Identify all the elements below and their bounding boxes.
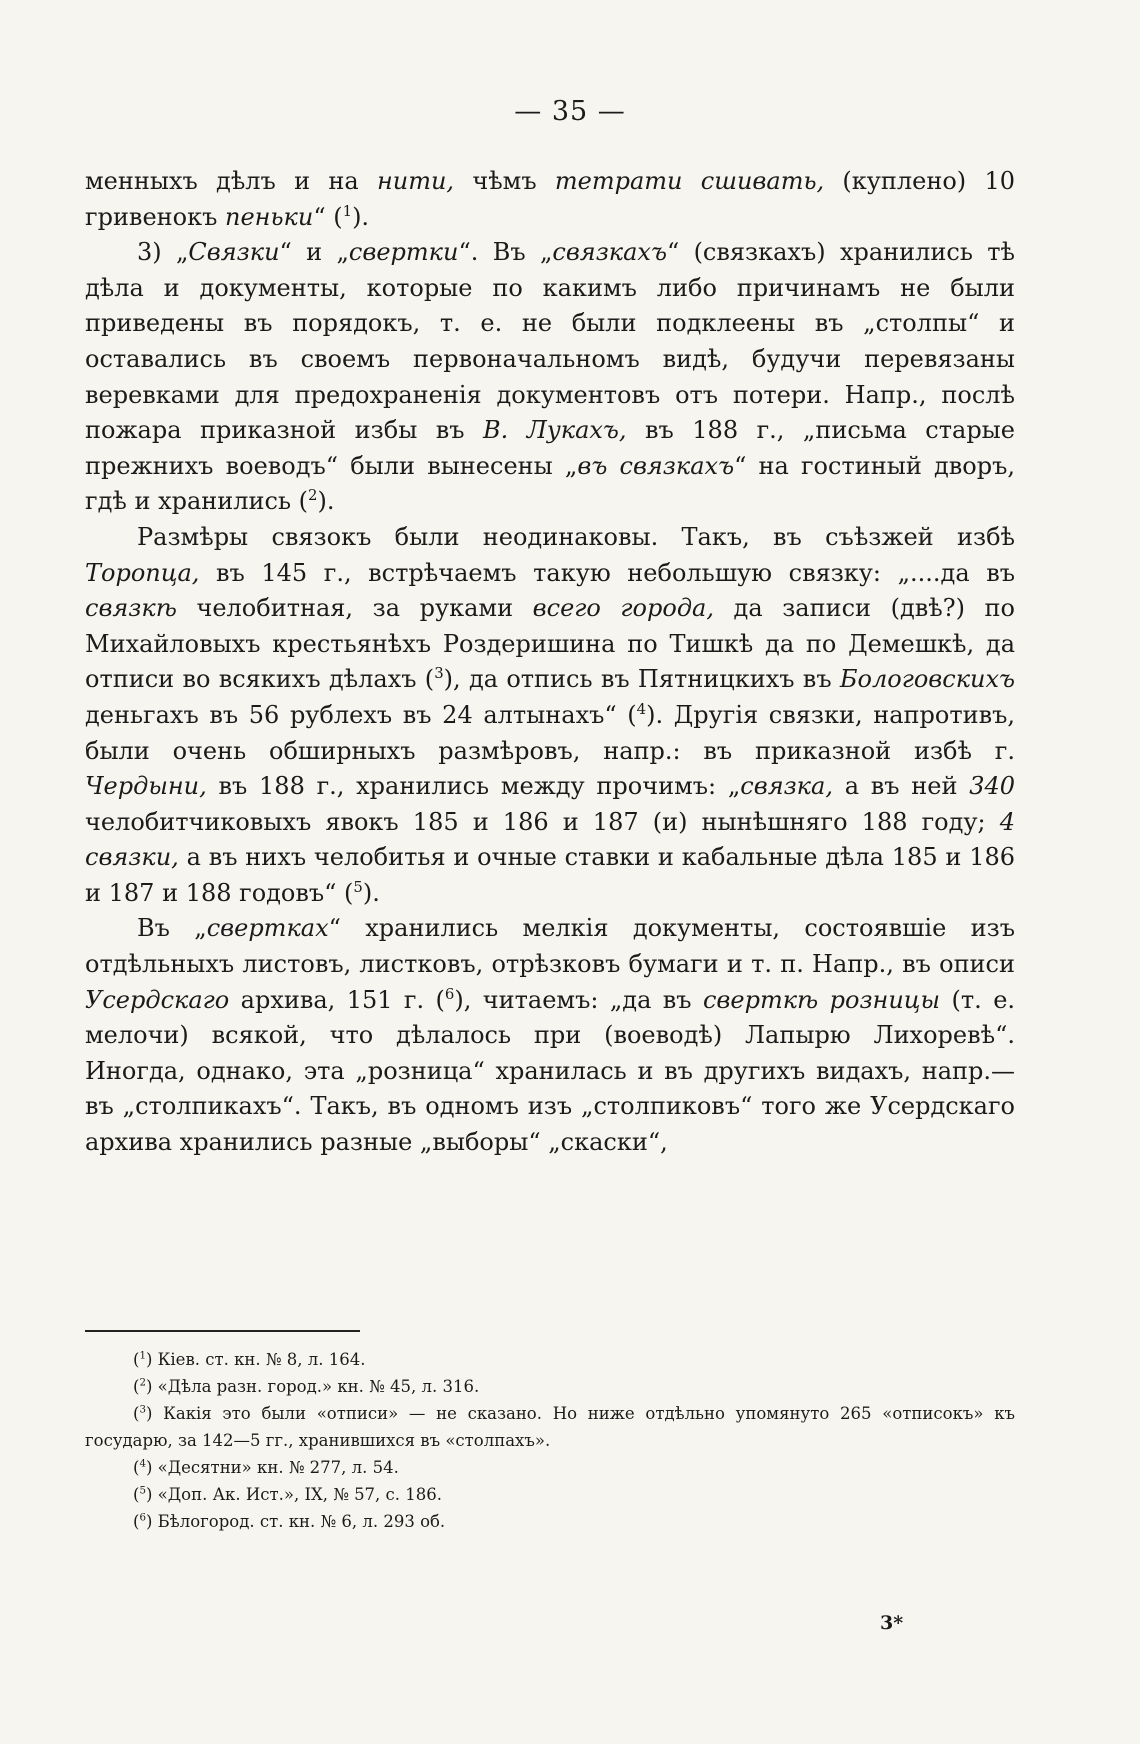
- italic-run: Чердыни,: [85, 772, 207, 801]
- footnote-text: Кіев. ст. кн. № 8, л. 164.: [152, 1350, 366, 1369]
- footnote-text: Бѣлогород. ст. кн. № 6, л. 293 об.: [152, 1512, 446, 1531]
- footnote: ($^1$) Кіев. ст. кн. № 8, л. 164.: [133, 1350, 366, 1369]
- italic-run: свертках: [206, 914, 329, 943]
- footnote: ($^2$) «Дѣла разн. город.» кн. № 45, л. 316.: [133, 1377, 480, 1396]
- text-run: Размѣры связокъ были неодинаковы. Такъ, въ съѣзжей избѣ: [137, 522, 1015, 551]
- italic-run: 340: [969, 772, 1015, 801]
- text-run: ). Другія связки, напротивъ, были очень обширныхъ размѣровъ, напр.: въ приказной избѣ г.: [85, 700, 1016, 765]
- text-run: “ и „: [279, 238, 349, 267]
- text-run: 3) „: [137, 238, 189, 267]
- paragraph-svertki: [85, 911, 1015, 1160]
- main-text: [85, 164, 1015, 1161]
- text-run: “. Въ „: [458, 238, 553, 267]
- italic-run: тетрати сшивать,: [554, 167, 825, 195]
- page-number: — 35 —: [514, 96, 626, 127]
- text-run: чѣмъ: [454, 167, 555, 195]
- footnotes: [85, 1346, 1015, 1535]
- paragraph-svyazki: [85, 235, 1015, 520]
- italic-run: Торопца,: [85, 558, 200, 587]
- italic-run: Бологовскихъ: [839, 665, 1016, 694]
- footnote-ref: 6: [444, 984, 455, 1003]
- italic-run: В. Лукахъ,: [483, 416, 627, 445]
- italic-run: нити,: [376, 167, 455, 195]
- italic-run: связка,: [740, 772, 833, 801]
- text-run: ), да отпись въ Пятницкихъ въ: [443, 665, 840, 694]
- text-run: (куплено) 10 гривенокъ: [85, 167, 1015, 231]
- footnote-ref: 5: [353, 877, 363, 896]
- text-run: челобитчиковыхъ явокъ 185 и 186 и 187 (и) нынѣшняго 188 году;: [85, 807, 1000, 836]
- text-run: деньгахъ въ 56 рублехъ въ 24 алтынахъ“ (: [85, 700, 637, 729]
- footnote-text: «Доп. Ак. Ист.», IX, № 57, с. 186.: [152, 1485, 443, 1504]
- footnote-ref: 3: [434, 664, 444, 683]
- text-run: челобитная, за руками: [176, 594, 533, 623]
- italic-run: Усердскаго: [85, 985, 230, 1014]
- text-run: ).: [317, 487, 335, 516]
- text-run: да записи (двѣ?) по Михайловыхъ крестьянѣхъ Роздеришина по Тишкѣ да по Демешкѣ, да отписи во всякихъ дѣлахъ (: [85, 594, 1016, 694]
- italic-run: свертки: [348, 238, 459, 267]
- paragraph-continuation: [85, 164, 1015, 235]
- footnote-number: 6: [139, 1512, 146, 1524]
- italic-run: всего города,: [532, 594, 714, 623]
- footnote-number: 3: [139, 1404, 146, 1416]
- text-run: ).: [352, 202, 370, 231]
- text-run: Въ „: [137, 914, 207, 943]
- text-run: въ 188 г., хранились между прочимъ: „: [206, 772, 741, 801]
- footnote-text: Какія это были «отписи» — не сказано. Но ниже отдѣльно упомянуто 265 «отписокъ» къ государю, за 142—5 гг., хранившихся въ «столпахъ».: [85, 1404, 1015, 1450]
- text-run: (т. е. мелочи) всякой, что дѣлалось при (воеводѣ) Лапырю Лихоревѣ“. Иногда, однако, эта „розница“ хранилась и въ другихъ видахъ, напр.—въ „столпикахъ“. Такъ, въ одномъ изъ „столпиковъ“ того же Усердскаго архива хранились разные „выборы“ „скаски“,: [85, 985, 1016, 1157]
- footnote: ($^4$) «Десятни» кн. № 277, л. 54.: [133, 1458, 399, 1477]
- paragraph-razmery: [85, 520, 1015, 912]
- italic-run: 4 связки,: [85, 807, 1015, 872]
- footnote-text: «Десятни» кн. № 277, л. 54.: [152, 1458, 399, 1477]
- text-run: “ (связкахъ) хранились тѣ дѣла и документы, которые по какимъ либо причинамъ не были приведены въ порядокъ, т. е. не были подклеены въ „столпы“ и оставались въ своемъ первоначальномъ видѣ, будучи перевязаны веревками для предохраненія документовъ отъ потери. Напр., послѣ пожара приказной избы въ: [85, 238, 1015, 445]
- footnote: ($^3$) Какія это были «отписи» — не сказано. Но ниже отдѣльно упомянуто 265 «отписокъ» къ государю, за 142—5 гг., хранившихся въ «столпахъ».: [85, 1404, 1015, 1450]
- footnote-number: 2: [139, 1377, 146, 1389]
- italic-run: въ связкахъ: [577, 451, 735, 480]
- italic-run: Связки: [188, 238, 280, 267]
- italic-run: сверткѣ розницы: [702, 985, 941, 1014]
- footnote-number: 4: [139, 1458, 146, 1470]
- italic-run: связкѣ: [85, 594, 177, 623]
- footnote-ref: 2: [308, 486, 318, 505]
- text-run: “ на гостиный дворъ, гдѣ и хранились (: [85, 451, 1015, 516]
- footnote-number: 1: [139, 1350, 146, 1362]
- footnote: ($^5$) «Доп. Ак. Ист.», IX, № 57, с. 186.: [133, 1485, 443, 1504]
- text-run: менныхъ дѣлъ и на: [85, 167, 377, 195]
- italic-run: связкахъ: [552, 238, 667, 267]
- text-run: въ 188 г., „письма старые прежнихъ воеводъ“ были вынесены „: [85, 416, 1015, 480]
- footnote: ($^6$) Бѣлогород. ст. кн. № 6, л. 293 об.: [133, 1512, 446, 1531]
- text-run: а въ ней: [832, 772, 970, 801]
- text-run: “ (: [313, 202, 343, 231]
- signature-mark: 3*: [880, 1612, 904, 1634]
- footnote-ref: 4: [636, 699, 647, 718]
- footnote-text: «Дѣла разн. город.» кн. № 45, л. 316.: [152, 1377, 480, 1396]
- text-run: архива, 151 г. (: [229, 985, 445, 1014]
- text-run: “ хранились мелкія документы, состоявшіе изъ отдѣльныхъ листовъ, листковъ, отрѣзковъ бумаги и т. п. Напр., въ описи: [85, 914, 1016, 979]
- footnote-number: 5: [139, 1485, 146, 1497]
- text-run: въ 145 г., встрѣчаемъ такую небольшую связку: „....да въ: [199, 558, 1015, 587]
- footnote-divider: [85, 1330, 360, 1332]
- footnote-ref: 1: [342, 201, 353, 220]
- italic-run: пеньки: [225, 202, 314, 231]
- text-run: ).: [362, 878, 380, 907]
- text-run: а въ нихъ челобитья и очные ставки и кабальные дѣла 185 и 186 и 187 и 188 годовъ“ (: [85, 843, 1015, 907]
- text-run: ), читаемъ: „да въ: [454, 985, 703, 1014]
